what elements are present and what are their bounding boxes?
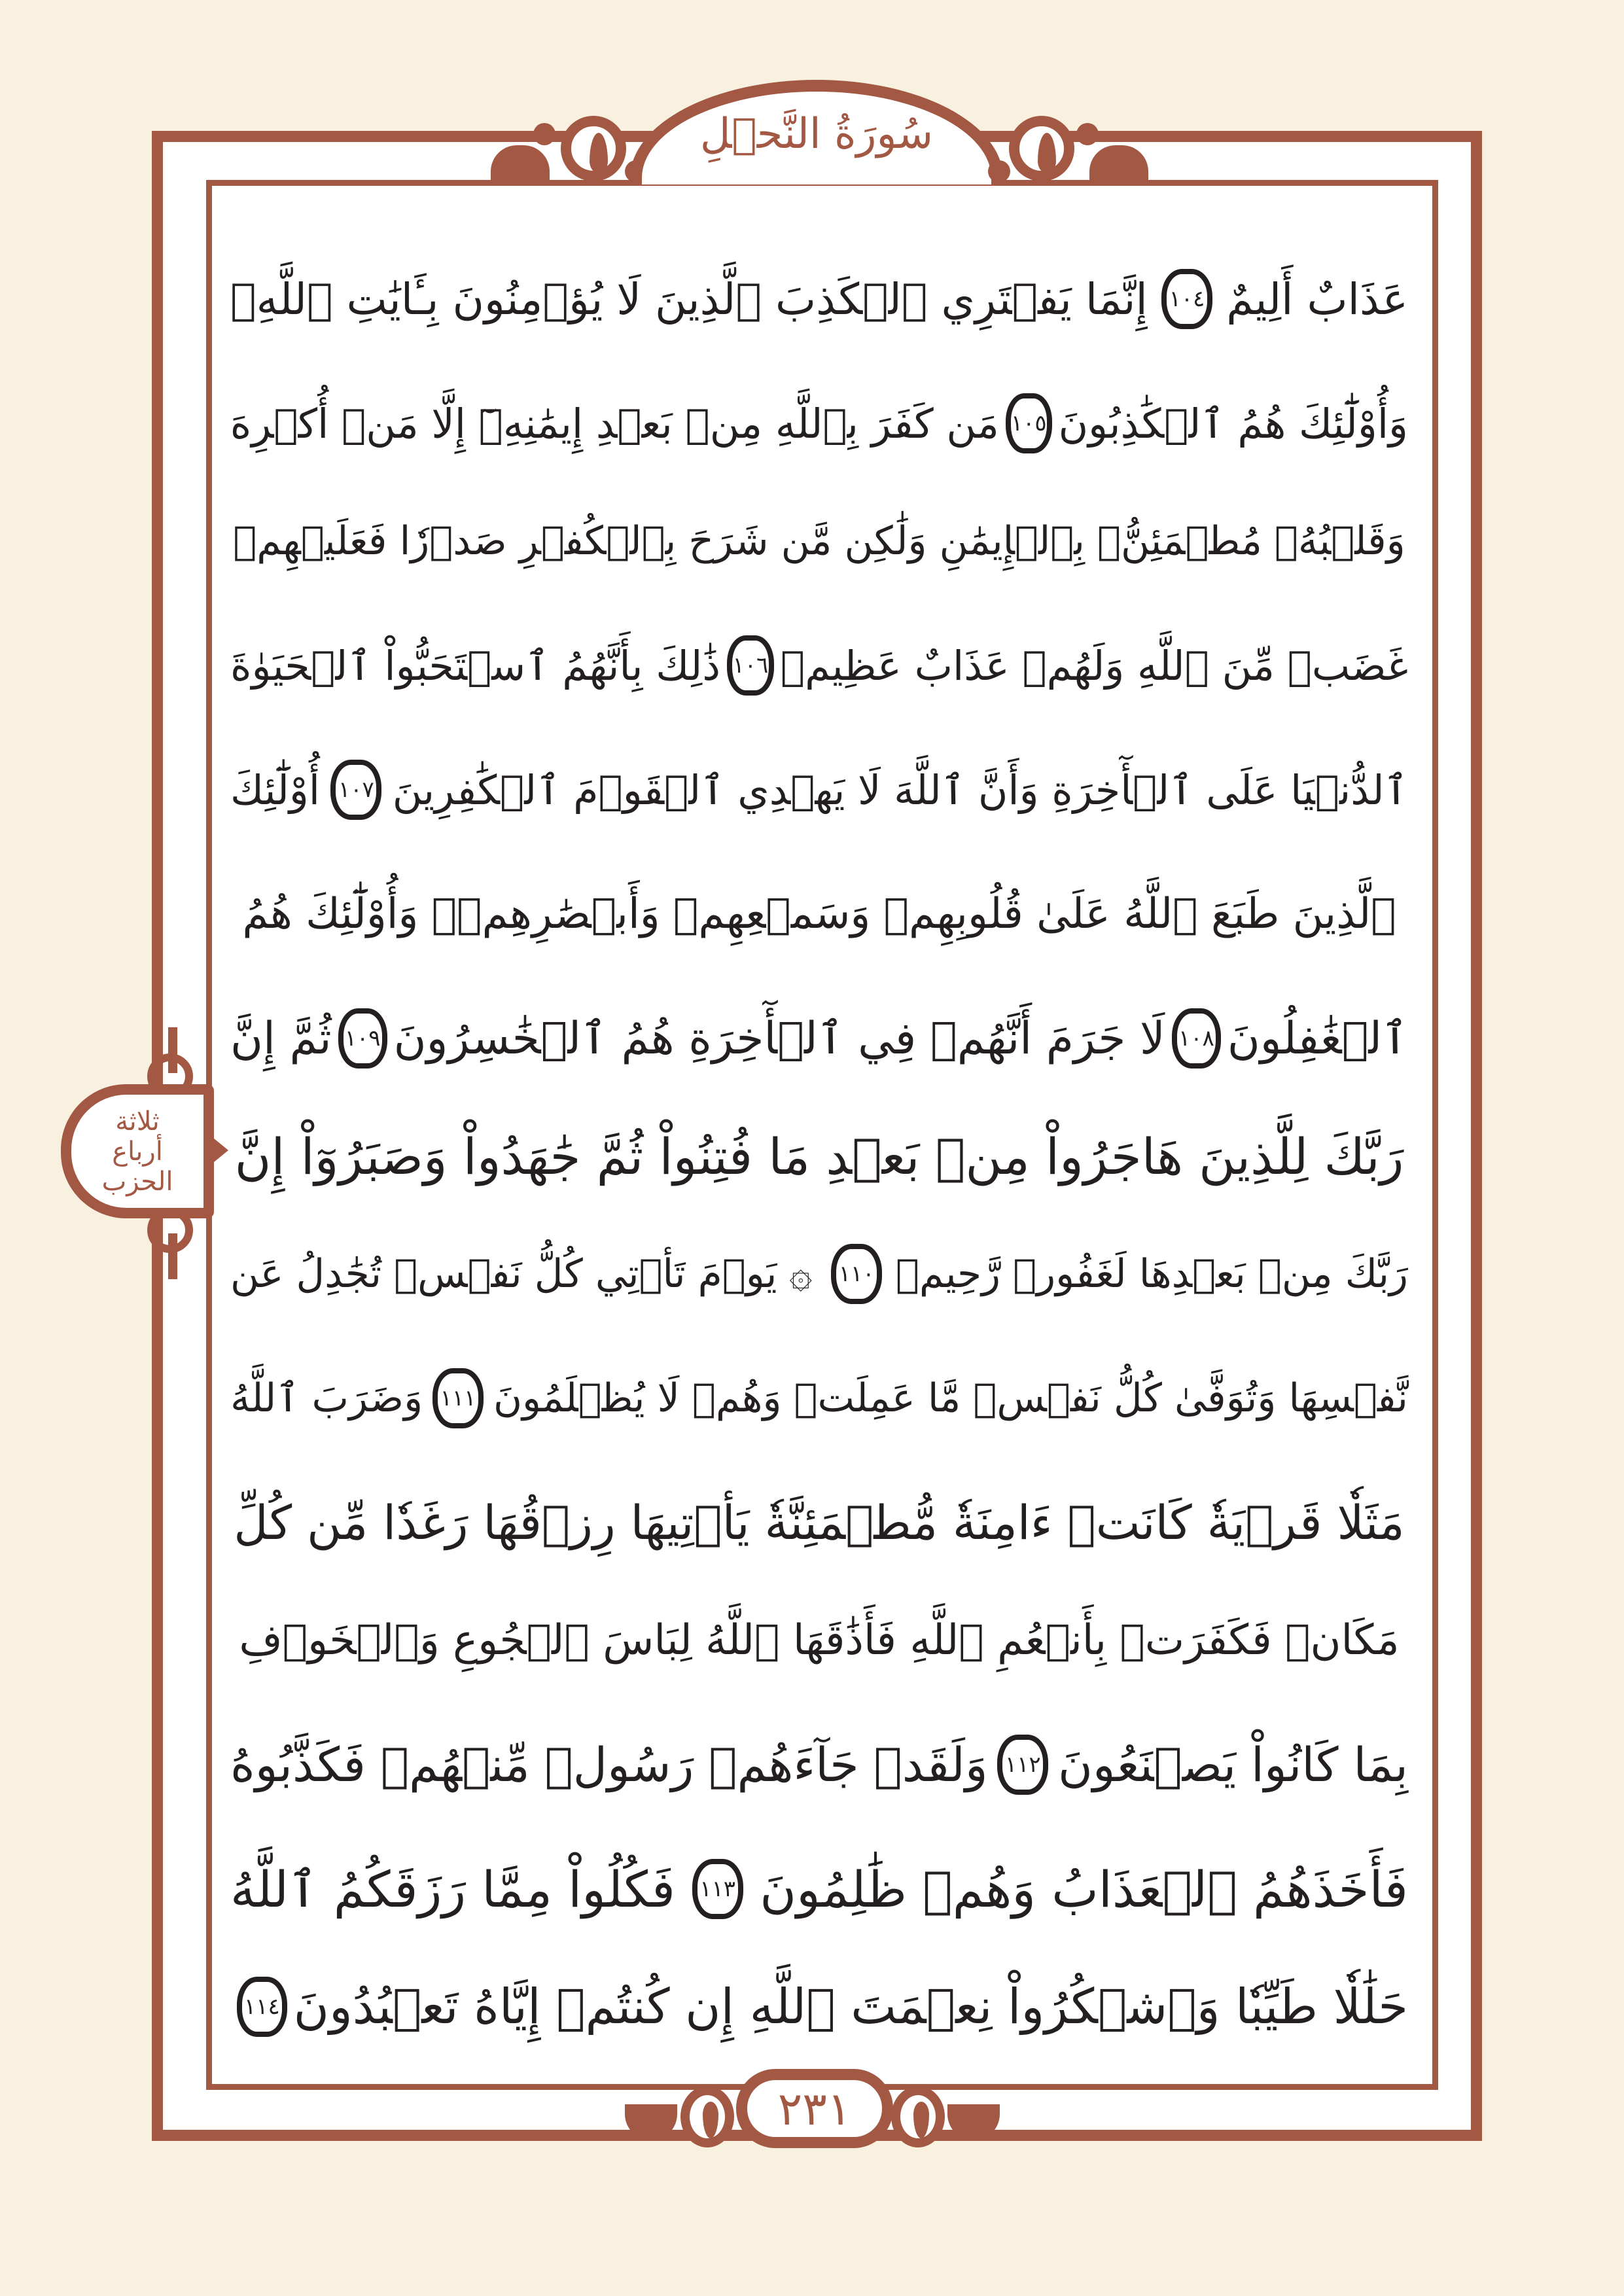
verse-text: عَذَابٌ أَلِيمٌ xyxy=(1226,274,1408,325)
verse-text: بِمَا كَانُواْ يَصۡنَعُونَ xyxy=(1057,1737,1408,1792)
page-number-cartouche xyxy=(736,2069,893,2148)
top-right-knob-ornament xyxy=(1076,123,1099,145)
quran-line xyxy=(230,858,1408,970)
quran-line xyxy=(230,1585,1408,1696)
verse-text: ٱلَّذِينَ طَبَعَ ٱللَّهُ عَلَىٰ قُلُوبِهِمۡ وَسَمۡعِهِمۡ وَأَبۡصَٰرِهِمۡۖ وَأُوْلَٰٓئِكَ هُمُ xyxy=(242,890,1396,938)
hizb-label-line: الحزب xyxy=(101,1166,173,1197)
quran-line xyxy=(230,1101,1408,1212)
bottom-right-circle-ornament xyxy=(891,2086,945,2147)
hizb-label-line: ثلاثة xyxy=(115,1106,160,1137)
hizb-quarter-marker xyxy=(61,1084,214,1218)
verse-text: وَأُوْلَٰٓئِكَ هُمُ ٱلۡكَٰذِبُونَ xyxy=(1058,399,1408,448)
top-left-circle-ornament xyxy=(561,116,626,181)
ayah-number-marker: ١١١ xyxy=(432,1368,484,1428)
verse-text: غَضَبٞ مِّنَ ٱللَّهِ وَلَهُمۡ عَذَابٌ عَظِيمٞ xyxy=(780,641,1408,690)
quran-text-block xyxy=(230,216,1408,2068)
ayah-number-marker: ١١٢ xyxy=(997,1735,1048,1795)
leaf-icon xyxy=(703,2102,718,2138)
bottom-left-circle-ornament xyxy=(680,2086,734,2147)
ornament-stem-bottom xyxy=(168,1233,177,1279)
ayah-number-marker: ١٠٥ xyxy=(1006,393,1052,453)
verse-text: وَلَقَدۡ جَآءَهُمۡ رَسُولٞ مِّنۡهُمۡ فَكَذَّبُوهُ xyxy=(230,1737,988,1792)
ayah-number-marker: ١٠٤ xyxy=(1161,269,1212,329)
leaf-icon xyxy=(1038,133,1056,173)
quran-line xyxy=(230,368,1408,479)
verse-text: ثُمَّ إِنَّ xyxy=(230,1012,332,1065)
hizb-pointer-icon xyxy=(214,1139,228,1162)
quran-line xyxy=(230,610,1408,721)
ayah-number-marker: ١٠٩ xyxy=(338,1008,387,1069)
verse-text: رَبَّكَ مِنۢ بَعۡدِهَا لَغَفُورٞ رَّحِيمٞ xyxy=(895,1251,1408,1297)
top-left-knob-ornament xyxy=(533,123,556,145)
verse-text: وَقَلۡبُهُۥ مُطۡمَئِنُّۢ بِٱلۡإِيمَٰنِ وَلَٰكِن مَّن شَرَحَ بِٱلۡكُفۡرِ صَدۡرٗا فَعَلَيۡهِمۡ xyxy=(233,518,1405,564)
rub-el-hizb-icon: ۞ xyxy=(789,1251,813,1297)
quran-line xyxy=(230,1343,1408,1454)
verse-text: لَا جَرَمَ أَنَّهُمۡ فِي ٱلۡأٓخِرَةِ هُمُ ٱلۡخَٰسِرُونَ xyxy=(393,1013,1165,1065)
hizb-label-line: أرباع xyxy=(112,1136,163,1167)
verse-text: مَكَانٖ فَكَفَرَتۡ بِأَنۡعُمِ ٱللَّهِ فَأَذَٰقَهَا ٱللَّهُ لِبَاسَ ٱلۡجُوعِ وَٱلۡخَوۡفِ xyxy=(239,1616,1400,1665)
top-arch-right-knob-ornament xyxy=(988,160,1010,183)
ayah-number-marker: ١١٤ xyxy=(237,1977,287,2037)
surah-title: سُورَةُ النَّحۡلِ xyxy=(699,110,934,158)
page-number: ٢٣١ xyxy=(777,2081,852,2136)
verse-text: يَوۡمَ تَأۡتِي كُلُّ نَفۡسٖ تُجَٰدِلُ عَن xyxy=(230,1251,777,1297)
quran-line xyxy=(230,1467,1408,1578)
leaf-icon xyxy=(590,133,608,173)
surah-title-cartouche xyxy=(630,80,1003,185)
verse-text: مَن كَفَرَ بِٱللَّهِ مِنۢ بَعۡدِ إِيمَٰنِهِۦٓ إِلَّا مَنۡ أُكۡرِهَ xyxy=(230,399,999,448)
quran-line xyxy=(230,734,1408,845)
quran-line xyxy=(230,1709,1408,1820)
quran-line xyxy=(230,1833,1408,1945)
ayah-number-marker: ١١٣ xyxy=(692,1859,743,1919)
quran-line xyxy=(230,1951,1408,2062)
leaf-icon xyxy=(913,2102,929,2138)
verse-text: مَثَلٗا قَرۡيَةٗ كَانَتۡ ءَامِنَةٗ مُّطۡمَئِنَّةٗ يَأۡتِيهَا رِزۡقُهَا رَغَدٗا مِّن كُلِّ xyxy=(234,1495,1405,1550)
quran-line xyxy=(230,1218,1408,1330)
verse-text: فَأَخَذَهُمُ ٱلۡعَذَابُ وَهُمۡ ظَٰلِمُونَ xyxy=(760,1860,1408,1918)
verse-text: نَّفۡسِهَا وَتُوَفَّىٰ كُلُّ نَفۡسٖ مَّا عَمِلَتۡ وَهُمۡ لَا يُظۡلَمُونَ xyxy=(493,1375,1408,1421)
quran-line xyxy=(230,243,1408,355)
verse-text: ذَٰلِكَ بِأَنَّهُمُ ٱسۡتَحَبُّواْ ٱلۡحَيَوٰةَ xyxy=(230,641,720,690)
quran-line xyxy=(230,486,1408,597)
ayah-number-marker: ١٠٧ xyxy=(330,760,381,820)
ayah-number-marker: ١١٠ xyxy=(831,1244,882,1304)
ayah-number-marker: ١٠٨ xyxy=(1172,1008,1221,1069)
ayah-number-marker: ١٠٦ xyxy=(727,635,774,696)
verse-text: إِنَّمَا يَفۡتَرِي ٱلۡكَذِبَ ٱلَّذِينَ لَا يُؤۡمِنُونَ بِـَٔايَٰتِ ٱللَّهِۖ xyxy=(230,274,1148,325)
quran-line xyxy=(230,983,1408,1094)
verse-text: رَبَّكَ لِلَّذِينَ هَاجَرُواْ مِنۢ بَعۡدِ مَا فُتِنُواْ ثُمَّ جَٰهَدُواْ وَصَبَرُوٓاْ إِنَّ xyxy=(234,1127,1404,1186)
verse-text: أُوْلَٰٓئِكَ xyxy=(230,766,321,814)
verse-text: ٱلدُّنۡيَا عَلَى ٱلۡأٓخِرَةِ وَأَنَّ ٱللَّهَ لَا يَهۡدِي ٱلۡقَوۡمَ ٱلۡكَٰفِرِينَ xyxy=(392,766,1408,814)
verse-text: فَكُلُواْ مِمَّا رَزَقَكُمُ ٱللَّهُ xyxy=(230,1860,675,1918)
verse-text: حَلَٰلٗا طَيِّبٗا وَٱشۡكُرُواْ نِعۡمَتَ ٱللَّهِ إِن كُنتُمۡ إِيَّاهُ تَعۡبُدُونَ xyxy=(293,1979,1408,2035)
top-right-circle-ornament xyxy=(1009,116,1074,181)
verse-text: وَضَرَبَ ٱللَّهُ xyxy=(230,1375,423,1421)
verse-text: ٱلۡغَٰفِلُونَ xyxy=(1227,1013,1408,1065)
